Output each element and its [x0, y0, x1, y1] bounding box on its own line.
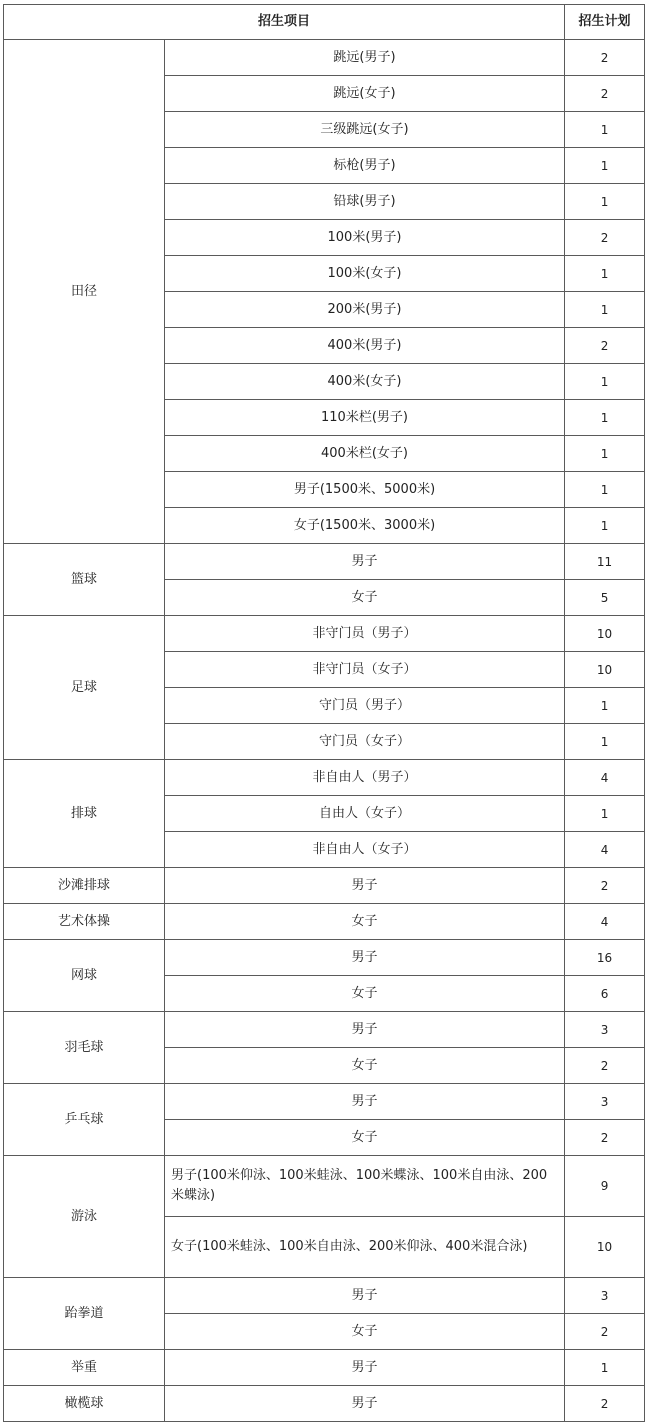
- plan-cell: 1: [565, 1350, 645, 1386]
- table-row: [4, 1386, 645, 1422]
- header-item: 招生项目: [4, 5, 565, 40]
- table-header-row: [4, 5, 645, 40]
- table-row: [4, 1012, 645, 1048]
- event-cell: 男子: [165, 868, 565, 904]
- event-cell: 男子: [165, 1084, 565, 1120]
- table-row: [4, 940, 645, 976]
- sport-cell: 足球: [4, 616, 165, 760]
- plan-cell: 1: [565, 724, 645, 760]
- table-row: [4, 1084, 645, 1120]
- plan-cell: 1: [565, 256, 645, 292]
- sport-cell: 游泳: [4, 1156, 165, 1278]
- event-cell: 女子: [165, 580, 565, 616]
- sport-cell: 乒乓球: [4, 1084, 165, 1156]
- sport-cell: 网球: [4, 940, 165, 1012]
- event-cell: 100米(女子): [165, 256, 565, 292]
- plan-cell: 2: [565, 220, 645, 256]
- event-cell: 女子(100米蛙泳、100米自由泳、200米仰泳、400米混合泳): [165, 1217, 565, 1278]
- plan-cell: 10: [565, 616, 645, 652]
- plan-cell: 2: [565, 76, 645, 112]
- event-cell: 非守门员（男子）: [165, 616, 565, 652]
- event-cell: 400米(女子): [165, 364, 565, 400]
- event-cell: 三级跳远(女子): [165, 112, 565, 148]
- event-cell: 男子: [165, 544, 565, 580]
- event-cell: 自由人（女子）: [165, 796, 565, 832]
- event-cell: 女子: [165, 1314, 565, 1350]
- event-cell: 标枪(男子): [165, 148, 565, 184]
- event-cell: 非自由人（女子）: [165, 832, 565, 868]
- plan-cell: 1: [565, 436, 645, 472]
- plan-cell: 1: [565, 688, 645, 724]
- plan-cell: 2: [565, 868, 645, 904]
- event-cell: 女子(1500米、3000米): [165, 508, 565, 544]
- enrollment-plan-table: [3, 4, 645, 1422]
- plan-cell: 4: [565, 904, 645, 940]
- sport-cell: 排球: [4, 760, 165, 868]
- plan-cell: 1: [565, 184, 645, 220]
- event-cell: 女子: [165, 1120, 565, 1156]
- event-cell: 守门员（女子）: [165, 724, 565, 760]
- event-cell: 男子(100米仰泳、100米蛙泳、100米蝶泳、100米自由泳、200米蝶泳): [165, 1156, 565, 1217]
- event-cell: 女子: [165, 976, 565, 1012]
- plan-cell: 9: [565, 1156, 645, 1217]
- plan-cell: 1: [565, 148, 645, 184]
- table-row: [4, 868, 645, 904]
- sport-cell: 沙滩排球: [4, 868, 165, 904]
- plan-cell: 3: [565, 1012, 645, 1048]
- event-cell: 110米栏(男子): [165, 400, 565, 436]
- event-cell: 400米(男子): [165, 328, 565, 364]
- sport-cell: 田径: [4, 40, 165, 544]
- plan-cell: 1: [565, 796, 645, 832]
- event-cell: 男子: [165, 1350, 565, 1386]
- plan-cell: 2: [565, 1120, 645, 1156]
- table-row: [4, 904, 645, 940]
- plan-cell: 1: [565, 472, 645, 508]
- plan-cell: 2: [565, 1314, 645, 1350]
- plan-cell: 6: [565, 976, 645, 1012]
- event-cell: 男子: [165, 1012, 565, 1048]
- event-cell: 男子: [165, 1278, 565, 1314]
- sport-cell: 举重: [4, 1350, 165, 1386]
- header-plan: 招生计划: [565, 5, 645, 40]
- plan-cell: 10: [565, 652, 645, 688]
- event-cell: 女子: [165, 904, 565, 940]
- plan-cell: 1: [565, 364, 645, 400]
- table-row: [4, 40, 645, 76]
- event-cell: 100米(男子): [165, 220, 565, 256]
- event-cell: 400米栏(女子): [165, 436, 565, 472]
- plan-cell: 3: [565, 1278, 645, 1314]
- plan-cell: 3: [565, 1084, 645, 1120]
- event-cell: 铅球(男子): [165, 184, 565, 220]
- event-cell: 200米(男子): [165, 292, 565, 328]
- event-cell: 跳远(女子): [165, 76, 565, 112]
- plan-cell: 11: [565, 544, 645, 580]
- table-row: [4, 760, 645, 796]
- plan-cell: 2: [565, 40, 645, 76]
- plan-cell: 2: [565, 328, 645, 364]
- table-row: [4, 1350, 645, 1386]
- plan-cell: 10: [565, 1217, 645, 1278]
- plan-cell: 1: [565, 400, 645, 436]
- event-cell: 非自由人（男子）: [165, 760, 565, 796]
- plan-cell: 1: [565, 292, 645, 328]
- table-row: [4, 1278, 645, 1314]
- table-body: [4, 40, 645, 1422]
- plan-cell: 4: [565, 832, 645, 868]
- sport-cell: 跆拳道: [4, 1278, 165, 1350]
- plan-cell: 2: [565, 1386, 645, 1422]
- event-cell: 男子(1500米、5000米): [165, 472, 565, 508]
- plan-cell: 2: [565, 1048, 645, 1084]
- table-row: [4, 1156, 645, 1217]
- table-row: [4, 544, 645, 580]
- event-cell: 守门员（男子）: [165, 688, 565, 724]
- plan-cell: 4: [565, 760, 645, 796]
- event-cell: 男子: [165, 940, 565, 976]
- plan-cell: 1: [565, 508, 645, 544]
- event-cell: 跳远(男子): [165, 40, 565, 76]
- event-cell: 女子: [165, 1048, 565, 1084]
- sport-cell: 篮球: [4, 544, 165, 616]
- plan-cell: 16: [565, 940, 645, 976]
- sport-cell: 橄榄球: [4, 1386, 165, 1422]
- event-cell: 男子: [165, 1386, 565, 1422]
- plan-cell: 1: [565, 112, 645, 148]
- table-row: [4, 616, 645, 652]
- event-cell: 非守门员（女子）: [165, 652, 565, 688]
- sport-cell: 羽毛球: [4, 1012, 165, 1084]
- plan-cell: 5: [565, 580, 645, 616]
- sport-cell: 艺术体操: [4, 904, 165, 940]
